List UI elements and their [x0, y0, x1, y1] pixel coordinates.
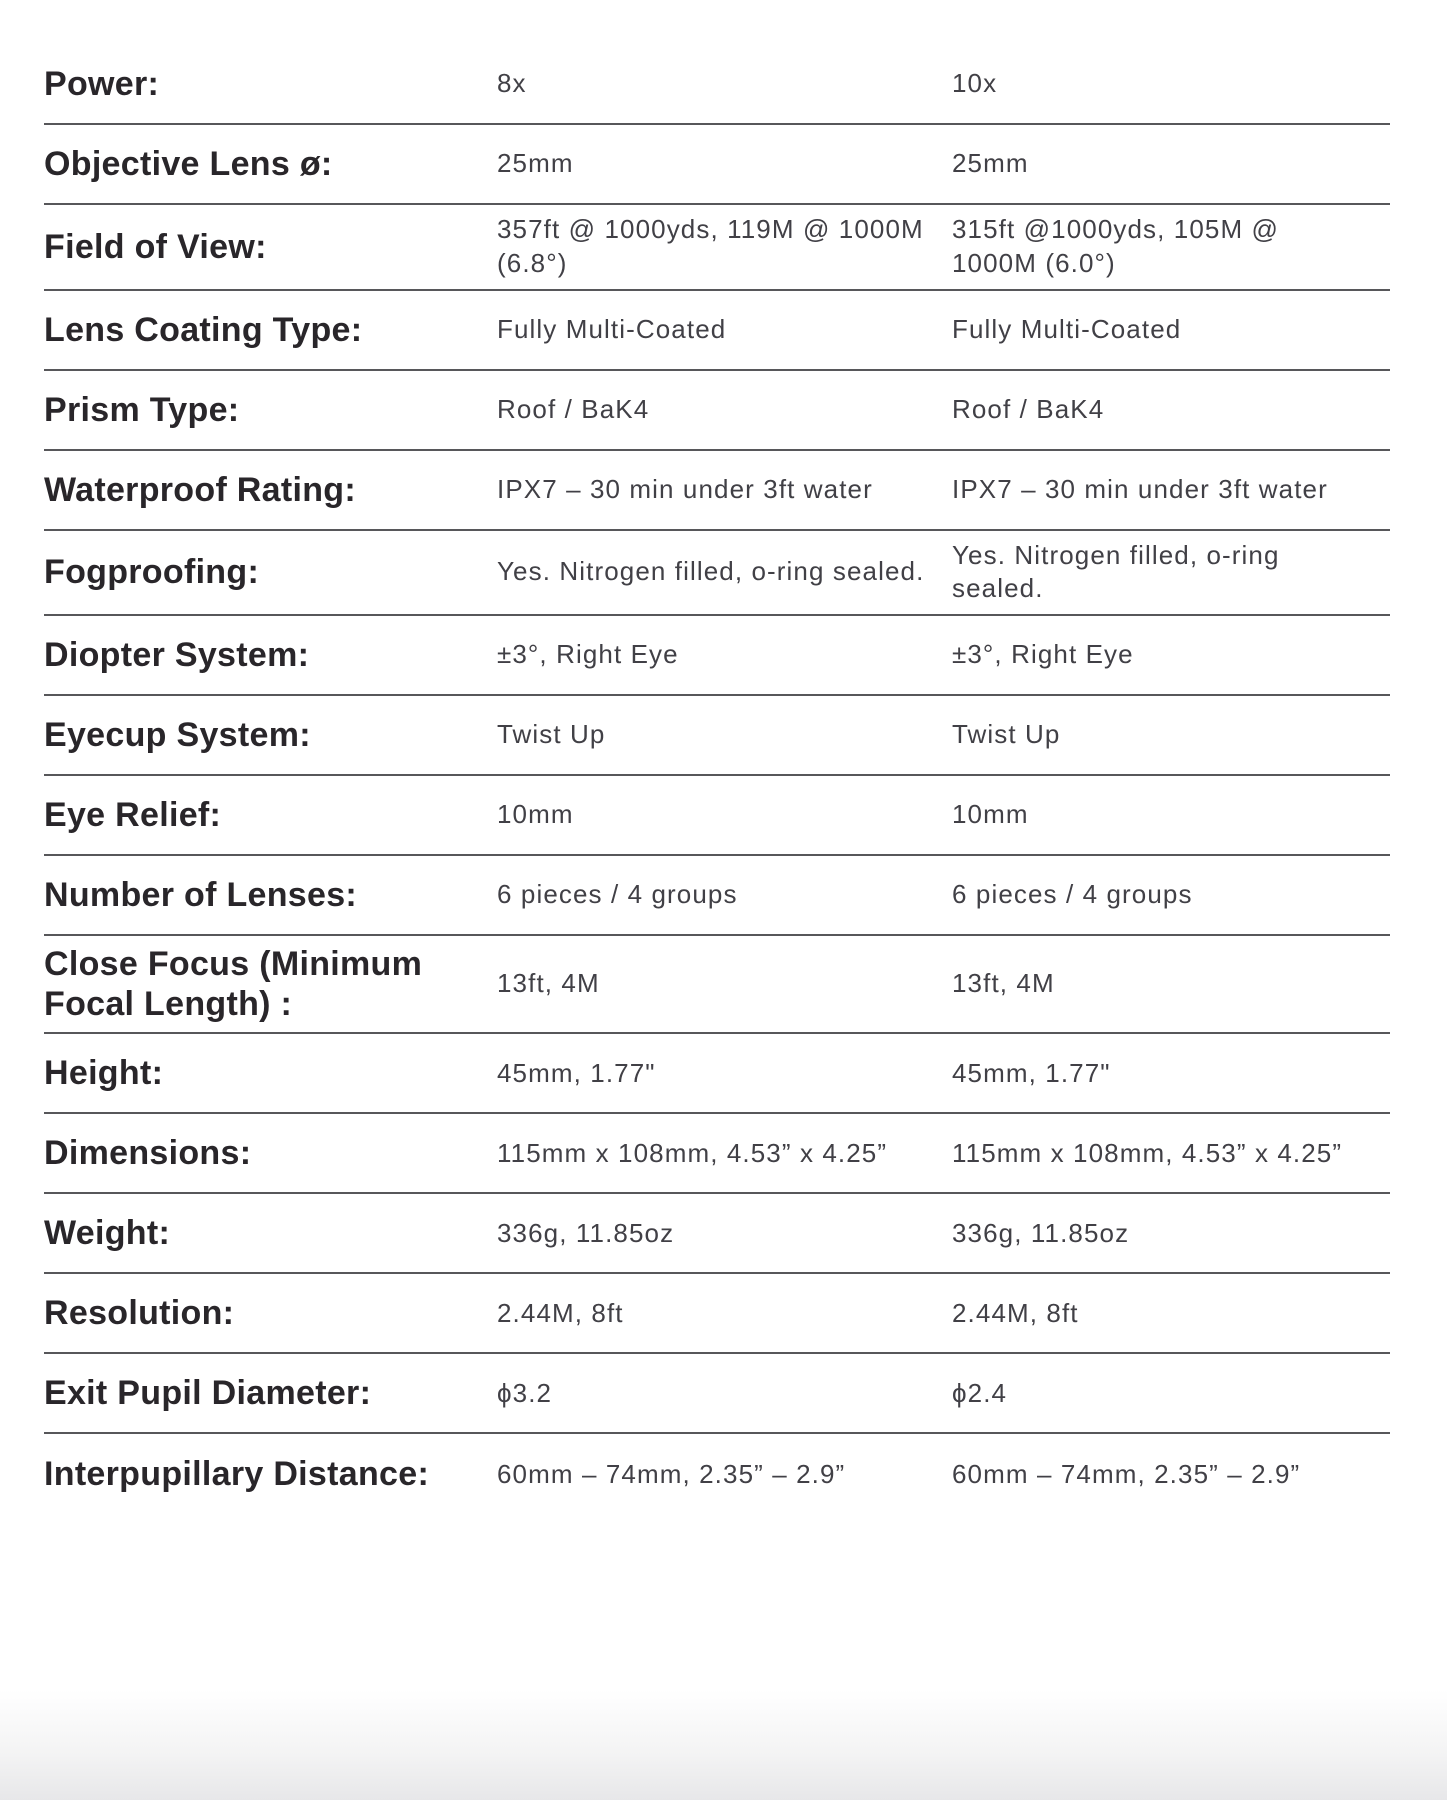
spec-value-8x: 8x [497, 68, 527, 99]
spec-value-8x: 10mm [497, 799, 574, 830]
spec-row-height [44, 1034, 1390, 1114]
spec-row-interpupillary-distance [44, 1434, 1390, 1514]
spec-row-close-focus [44, 936, 1390, 1034]
spec-label: Waterproof Rating: [44, 470, 356, 509]
spec-value-8x: 336g, 11.85oz [497, 1217, 675, 1248]
spec-value-10x: 2.44M, 8ft [952, 1297, 1079, 1328]
spec-value-10x: Twist Up [952, 719, 1061, 750]
spec-row-field-of-view [44, 205, 1390, 291]
spec-label: Prism Type: [44, 390, 240, 429]
spec-row-diopter-system [44, 616, 1390, 696]
binocular-spec-table [44, 45, 1390, 1514]
spec-value-10x: 10mm [952, 799, 1029, 830]
spec-value-10x: 115mm x 108mm, 4.53” x 4.25” [952, 1137, 1343, 1168]
spec-value-8x: 60mm – 74mm, 2.35” – 2.9” [497, 1458, 846, 1489]
spec-value-8x: 115mm x 108mm, 4.53” x 4.25” [497, 1137, 888, 1168]
spec-value-8x: 6 pieces / 4 groups [497, 879, 738, 910]
spec-value-10x: 10x [952, 68, 998, 99]
spec-value-10x: IPX7 – 30 min under 3ft water [952, 473, 1328, 504]
spec-value-8x: Yes. Nitrogen filled, o-ring sealed. [497, 556, 925, 587]
spec-label: Eye Relief: [44, 796, 222, 835]
spec-value-8x: Fully Multi-Coated [497, 313, 727, 344]
spec-row-objective-lens [44, 125, 1390, 205]
spec-value-10x: Roof / BaK4 [952, 393, 1105, 424]
spec-label: Lens Coating Type: [44, 310, 363, 349]
spec-label: Weight: [44, 1214, 171, 1253]
spec-value-10x: 13ft, 4M [952, 968, 1055, 999]
spec-row-dimensions [44, 1114, 1390, 1194]
spec-value-10x: 6 pieces / 4 groups [952, 879, 1193, 910]
spec-value-10x: 25mm [952, 148, 1029, 179]
spec-label: Height: [44, 1054, 164, 1093]
spec-value-10x: 336g, 11.85oz [952, 1217, 1130, 1248]
spec-value-8x: Roof / BaK4 [497, 393, 650, 424]
spec-value-10x: Fully Multi-Coated [952, 313, 1182, 344]
spec-value-8x: 13ft, 4M [497, 968, 600, 999]
spec-value-8x: 25mm [497, 148, 574, 179]
spec-value-10x: 60mm – 74mm, 2.35” – 2.9” [952, 1458, 1301, 1489]
spec-row-waterproof-rating [44, 451, 1390, 531]
spec-row-number-of-lenses [44, 856, 1390, 936]
spec-label: Exit Pupil Diameter: [44, 1374, 372, 1413]
spec-label: Objective Lens ø: [44, 144, 333, 183]
spec-row-prism-type [44, 371, 1390, 451]
spec-value-8x: 357ft @ 1000yds, 119M @ 1000M (6.8°) [497, 214, 924, 278]
spec-label: Close Focus (Minimum Focal Length) : [44, 945, 423, 1024]
spec-row-weight [44, 1194, 1390, 1274]
spec-value-10x: Yes. Nitrogen filled, o-ring sealed. [952, 539, 1280, 604]
spec-value-10x: ϕ2.4 [952, 1377, 1008, 1408]
spec-row-eye-relief [44, 776, 1390, 856]
spec-row-fogproofing [44, 531, 1390, 617]
spec-label: Dimensions: [44, 1134, 252, 1173]
spec-label: Fogproofing: [44, 553, 260, 592]
spec-value-10x: 45mm, 1.77" [952, 1057, 1111, 1088]
spec-row-exit-pupil-diameter [44, 1354, 1390, 1434]
spec-row-lens-coating [44, 291, 1390, 371]
spec-label: Interpupillary Distance: [44, 1455, 430, 1494]
spec-label: Diopter System: [44, 636, 310, 675]
spec-row-eyecup-system [44, 696, 1390, 776]
spec-value-8x: IPX7 – 30 min under 3ft water [497, 473, 873, 504]
spec-value-10x: 315ft @1000yds, 105M @ 1000M (6.0°) [952, 214, 1280, 278]
spec-label: Resolution: [44, 1294, 235, 1333]
spec-label: Number of Lenses: [44, 876, 358, 915]
spec-label: Field of View: [44, 227, 267, 266]
spec-value-8x: Twist Up [497, 719, 606, 750]
spec-label: Power: [44, 64, 160, 103]
spec-value-8x: 45mm, 1.77" [497, 1057, 656, 1088]
spec-value-8x: 2.44M, 8ft [497, 1297, 624, 1328]
bottom-gradient [0, 1690, 1447, 1800]
spec-label: Eyecup System: [44, 716, 311, 755]
spec-value-8x: ϕ3.2 [497, 1377, 553, 1408]
spec-value-8x: ±3°, Right Eye [497, 639, 679, 670]
spec-value-10x: ±3°, Right Eye [952, 639, 1134, 670]
spec-row-resolution [44, 1274, 1390, 1354]
spec-row-power [44, 45, 1390, 125]
